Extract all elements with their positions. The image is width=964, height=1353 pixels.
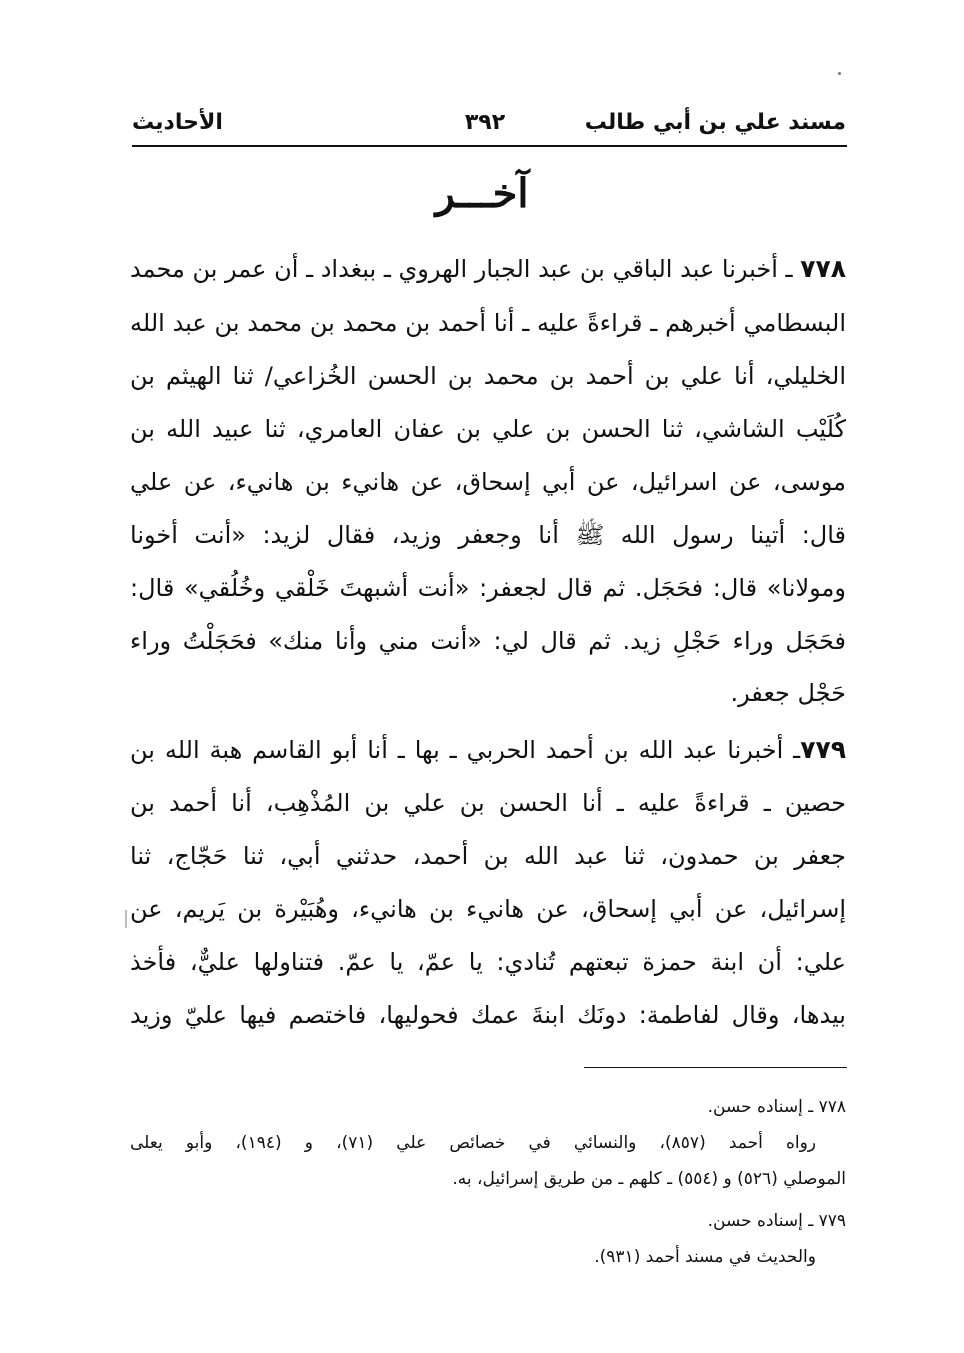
text-line: قال: أتينا رسول الله ﷺ أنا وجعفر وزيد، فقال لزيد: «أنت أخونا	[130, 521, 846, 549]
running-header-section: الأحاديث	[132, 110, 223, 135]
text-line: علي: أن ابنة حمزة تبعتهم تُنادي: يا عمّ، يا عمّ. فتناولها عليٌّ، فأخذ	[130, 948, 846, 976]
text-line: موسى، عن اسرائيل، عن أبي إسحاق، عن هانيء بن هانيء، عن علي	[130, 468, 846, 496]
scan-speck	[838, 72, 841, 75]
footnote-rule	[584, 1067, 847, 1068]
text-line: جعفر بن حمدون، ثنا عبد الله بن أحمد، حدثني أبي، ثنا حَجّاج، ثنا	[130, 842, 846, 870]
footnote-line: والحديث في مسند أحمد (٩٣١).	[594, 1247, 816, 1267]
text-line: ٧٧٨ ـ أخبرنا عبد الباقي بن عبد الجبار الهروي ـ ببغداد ـ أن عمر بن محمد	[130, 254, 846, 283]
text-line: البسطامي أخبرهم ـ قراءةً عليه ـ أنا أحمد بن محمد بن محمد بن عبد الله	[130, 309, 846, 337]
footnote-line: ٧٧٩ ـ إسناده حسن.	[707, 1211, 846, 1231]
text-line: إسرائيل، عن أبي إسحاق، عن هانيء بن هانيء، وهُبَيْرة بن يَريم، عن	[130, 895, 846, 923]
footnote-line: الموصلي (٥٢٦) و (٥٥٤) ـ كلهم ـ من طريق إسرائيل، به.	[452, 1169, 846, 1189]
text-line: ٧٧٩ـ أخبرنا عبد الله بن أحمد الحربي ـ بها ـ أنا أبو القاسم هبة الله بن	[130, 735, 846, 764]
text-line: حصين ـ قراءةً عليه ـ أنا الحسن بن علي بن المُذْهِب، أنا أحمد بن	[130, 789, 846, 817]
running-header-page-number: ٣٩٢	[464, 110, 506, 135]
hadith-number: ٧٧٨	[800, 254, 846, 283]
text-line: بيدها، وقال لفاطمة: دونَك ابنةَ عمك فحوليها، فاختصم فيها عليّ وزيد	[130, 1001, 846, 1029]
running-header-book-title: مسند علي بن أبي طالب	[584, 110, 846, 135]
footnote-line: ٧٧٨ ـ إسناده حسن.	[707, 1097, 846, 1117]
section-heading: آخـــر	[435, 170, 529, 217]
text-line: حَجْل جعفر.	[730, 679, 846, 707]
text-line: ومولانا» قال: فحَجَل. ثم قال لجعفر: «أنت أشبهتَ خَلْقي وخُلُقي» قال:	[130, 574, 846, 602]
text-line: كُلَيْب الشاشي، ثنا الحسن بن علي بن عفان العامري، ثنا عبيد الله بن	[130, 415, 846, 443]
scan-mark	[125, 910, 127, 928]
header-rule	[132, 145, 847, 147]
footnote-line: رواه أحمد (٨٥٧)، والنسائي في خصائص علي (٧١)، و (١٩٤)، وأبو يعلى	[130, 1133, 816, 1153]
text-line: الخليلي، أنا علي بن أحمد بن محمد بن الحسن الخُزاعي/ ثنا الهيثم بن	[130, 362, 846, 390]
text-line: فحَجَل وراء حَجْلِ زيد. ثم قال لي: «أنت مني وأنا منك» فحَجَلْتُ وراء	[130, 627, 846, 655]
hadith-number: ٧٧٩	[800, 735, 846, 764]
